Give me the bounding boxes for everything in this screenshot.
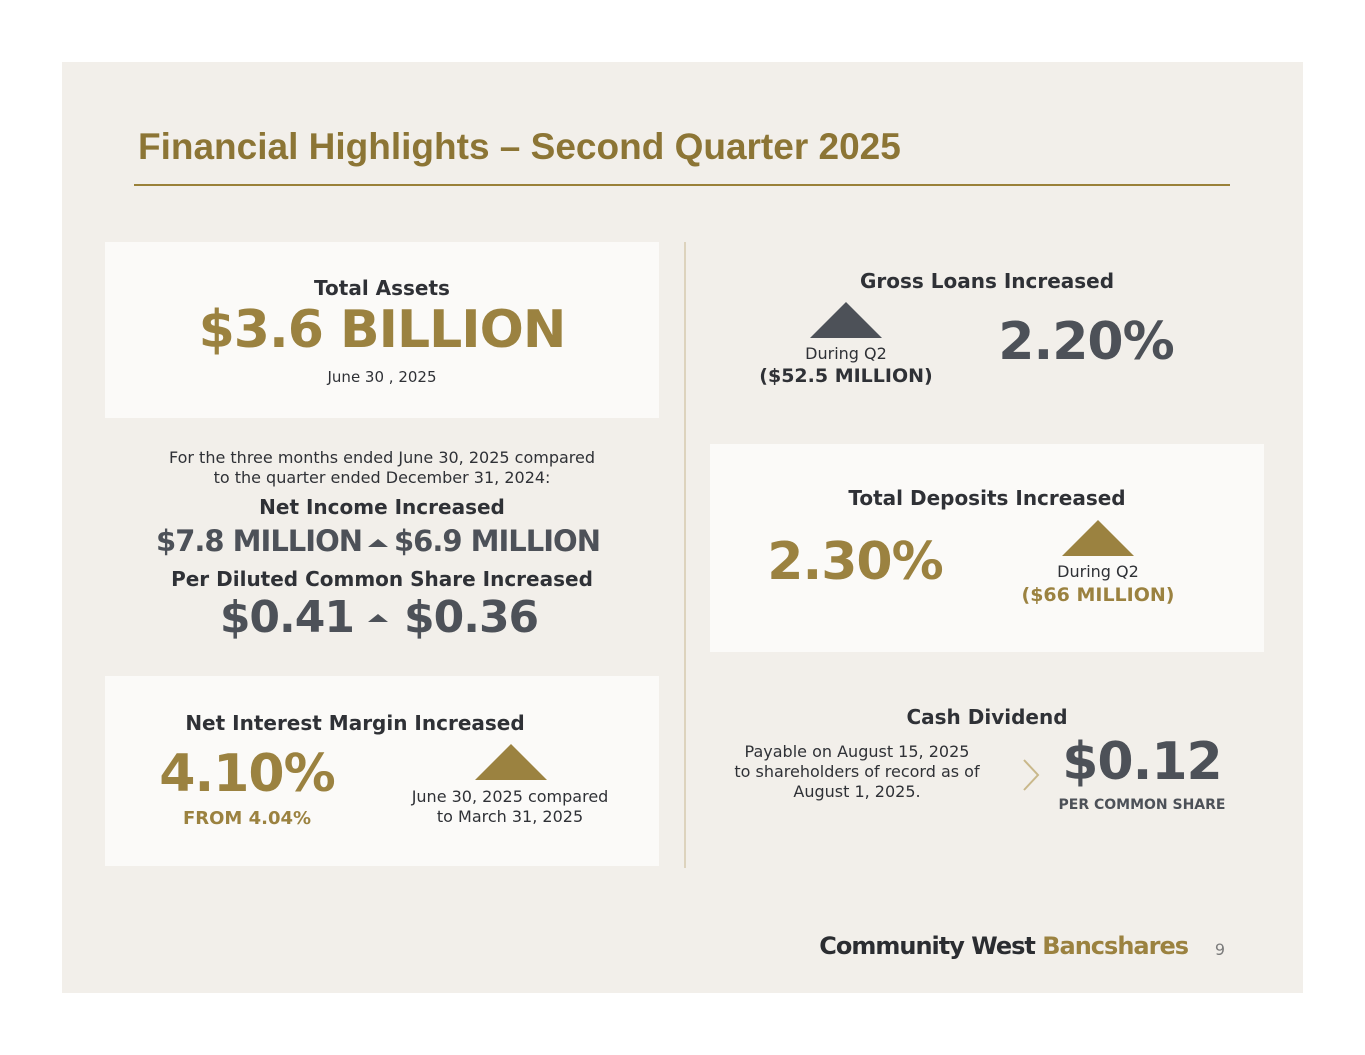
nim-compare-line1: June 30, 2025 compared	[411, 787, 609, 806]
net-income-prior: $6.9 MILLION	[394, 524, 600, 558]
brand-name-part2: Bancshares	[1042, 932, 1188, 960]
dividend-per-share: PER COMMON SHARE	[1058, 797, 1226, 813]
chevron-right-icon	[1022, 758, 1040, 792]
dividend-line3: August 1, 2025.	[793, 782, 921, 801]
income-intro-line1: For the three months ended June 30, 2025 compared	[168, 448, 596, 467]
deposits-value: 2.30%	[767, 532, 943, 592]
gross-loans-period: During Q2	[805, 344, 887, 363]
gross-loans-amount: ($52.5 MILLION)	[759, 365, 933, 387]
income-intro-line2: to the quarter ended December 31, 2024:	[213, 468, 551, 487]
nim-panel	[105, 676, 659, 866]
dividend-label: Cash Dividend	[906, 705, 1068, 729]
up-triangle-icon	[810, 302, 882, 338]
nim-label: Net Interest Margin Increased	[185, 711, 525, 735]
deposits-panel	[710, 444, 1264, 652]
brand-name-part1: Community West	[819, 932, 1035, 960]
nim-value: 4.10%	[159, 744, 335, 804]
gross-loans-value: 2.20%	[998, 312, 1174, 372]
deposits-label: Total Deposits Increased	[848, 486, 1126, 510]
eps-label: Per Diluted Common Share Increased	[171, 567, 593, 591]
total-assets-date: June 30 , 2025	[327, 368, 437, 386]
dividend-line2: to shareholders of record as of	[734, 762, 980, 781]
slide-title: Financial Highlights – Second Quarter 2025	[138, 126, 901, 167]
dividend-line1: Payable on August 15, 2025	[744, 742, 970, 761]
up-triangle-icon	[368, 614, 388, 622]
up-triangle-icon	[1062, 520, 1134, 556]
up-triangle-icon	[368, 539, 388, 547]
nim-from: FROM 4.04%	[182, 808, 312, 829]
deposits-period: During Q2	[1057, 562, 1139, 581]
total-assets-panel	[105, 242, 659, 418]
nim-compare-line2: to March 31, 2025	[436, 807, 584, 826]
dividend-value: $0.12	[1062, 732, 1222, 792]
footer-brand	[808, 932, 1188, 960]
deposits-amount: ($66 MILLION)	[1021, 584, 1175, 606]
net-income-label: Net Income Increased	[259, 495, 505, 519]
total-assets-value: $3.6 BILLION	[198, 300, 566, 360]
page-number: 9	[1214, 940, 1226, 959]
eps-prior: $0.36	[404, 592, 539, 643]
eps-current: $0.41	[219, 592, 354, 643]
gross-loans-label: Gross Loans Increased	[859, 269, 1115, 293]
net-income-current: $7.8 MILLION	[156, 524, 362, 558]
total-assets-label: Total Assets	[314, 276, 450, 300]
slide	[62, 62, 1303, 993]
title-rule	[134, 184, 1230, 186]
up-triangle-icon	[475, 744, 547, 780]
